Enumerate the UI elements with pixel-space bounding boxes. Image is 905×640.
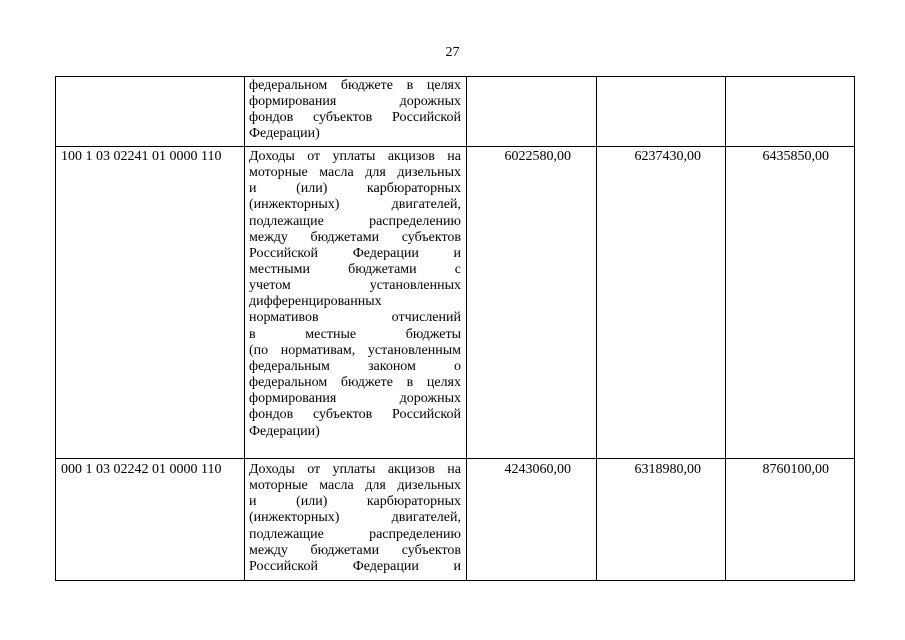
description-word: и [249,181,257,196]
description-word: (или) [296,181,328,196]
description-line [249,494,461,509]
description-word: субъектов [401,543,461,558]
description-line [249,214,461,229]
description-word: масла [319,165,354,180]
description-word: моторные [249,478,308,493]
description-line [249,294,461,309]
description-word: нормативам, [280,343,356,358]
description-word: карбюраторных [366,181,461,196]
description-word: на [447,149,461,164]
description-line [249,327,461,342]
description-word: законом [367,359,416,374]
description-word: на [447,462,461,477]
description-word: бюджетами [310,230,380,245]
description-line [249,165,461,180]
description-word: бюджетами [310,543,380,558]
table-cell-value [725,76,855,147]
table-cell-code [55,146,245,459]
value-year-1: 4243060,00 [504,462,571,477]
description-word: подлежащие [249,214,324,229]
description-word: бюджеты [405,327,461,342]
description-line [249,230,461,245]
description-line [249,343,461,358]
description-word: формирования [249,94,337,109]
description-line [249,543,461,558]
description-word: от [307,149,321,164]
description-word: нормативов [249,310,319,325]
description-word: между [249,543,288,558]
description-word: уплаты [332,149,376,164]
description-word: федеральным [249,359,330,374]
description-word: карбюраторных [366,494,461,509]
description-word: (или) [296,494,328,509]
description-line [249,197,461,212]
description-word: масла [319,478,354,493]
description-line [249,126,461,141]
description-line [249,94,461,109]
description-word: от [307,462,321,477]
description-word: распределению [369,214,461,229]
description-word: Федерации) [249,424,320,439]
table-cell-value [596,146,726,459]
description-word: двигателей, [391,197,461,212]
description-word: дизельных [397,165,461,180]
description-line [249,462,461,477]
description-line [249,246,461,261]
budget-code: 000 1 03 02242 01 0000 110 [61,462,222,477]
description-word: местными [249,262,311,277]
description-word: и [453,246,461,261]
description-word: субъектов [313,110,373,125]
description-word: субъектов [313,407,373,422]
description-word: учетом [249,278,291,293]
description-line [249,110,461,125]
description-line [249,278,461,293]
description-word: дифференцированных [249,294,382,309]
description-line [249,424,461,439]
description-word: уплаты [332,462,376,477]
value-year-3: 6435850,00 [762,149,829,164]
description-word: и [249,494,257,509]
description-word: федеральном [249,78,328,93]
description-word: отчислений [391,310,461,325]
description-line [249,510,461,525]
description-word: (по [249,343,269,358]
description-word: и [453,559,461,574]
description-word: для [365,165,386,180]
description-word: Доходы [249,149,295,164]
description-line [249,78,461,93]
description-word: в [249,327,256,342]
description-line [249,181,461,196]
page-number: 27 [445,45,460,60]
description-word: акцизов [387,462,435,477]
description-line [249,359,461,374]
description-word: Российской [392,110,461,125]
description-word: в [406,375,414,390]
description-line [249,310,461,325]
description-word: дорожных [399,391,461,406]
description-word: Российской [249,246,318,261]
description-word: двигателей, [391,510,461,525]
description-word: местные [305,327,357,342]
description-word: в [406,78,414,93]
value-year-2: 6318980,00 [634,462,701,477]
description-line [249,391,461,406]
description-line [249,407,461,422]
description-word: установленных [369,278,461,293]
description-word: Российской [249,559,318,574]
description-line [249,375,461,390]
description-word: Федерации [352,559,419,574]
description-word: Федерации) [249,126,320,141]
description-word: дизельных [397,478,461,493]
description-word: бюджете [340,78,393,93]
description-word: бюджетами [348,262,417,277]
description-word: целях [426,375,461,390]
table-cell-value [466,76,597,147]
description-word: (инжекторных) [249,197,340,212]
description-line [249,559,461,574]
description-word: установленным [367,343,461,358]
description-word: моторные [249,165,308,180]
description-word: субъектов [401,230,461,245]
description-word: формирования [249,391,337,406]
description-word: между [249,230,288,245]
description-word: дорожных [399,94,461,109]
table-cell-value [725,146,855,459]
table-cell-code [55,76,245,147]
description-word: фондов [249,110,294,125]
description-line [249,149,461,164]
description-word: Федерации [352,246,419,261]
description-word: распределению [369,527,461,542]
description-word: бюджете [340,375,393,390]
description-line [249,527,461,542]
description-word: Доходы [249,462,295,477]
description-word: фондов [249,407,294,422]
description-word: подлежащие [249,527,324,542]
description-word: целях [426,78,461,93]
value-year-3: 8760100,00 [762,462,829,477]
table-cell-value [596,76,726,147]
description-word: федеральном [249,375,328,390]
budget-code: 100 1 03 02241 01 0000 110 [61,149,222,164]
value-year-2: 6237430,00 [634,149,701,164]
table-cell-value [466,146,597,459]
description-word: акцизов [387,149,435,164]
value-year-1: 6022580,00 [504,149,571,164]
description-word: для [365,478,386,493]
description-line [249,262,461,277]
description-word: о [453,359,461,374]
description-word: (инжекторных) [249,510,340,525]
description-word: с [454,262,461,277]
description-word: Российской [392,407,461,422]
description-line [249,478,461,493]
